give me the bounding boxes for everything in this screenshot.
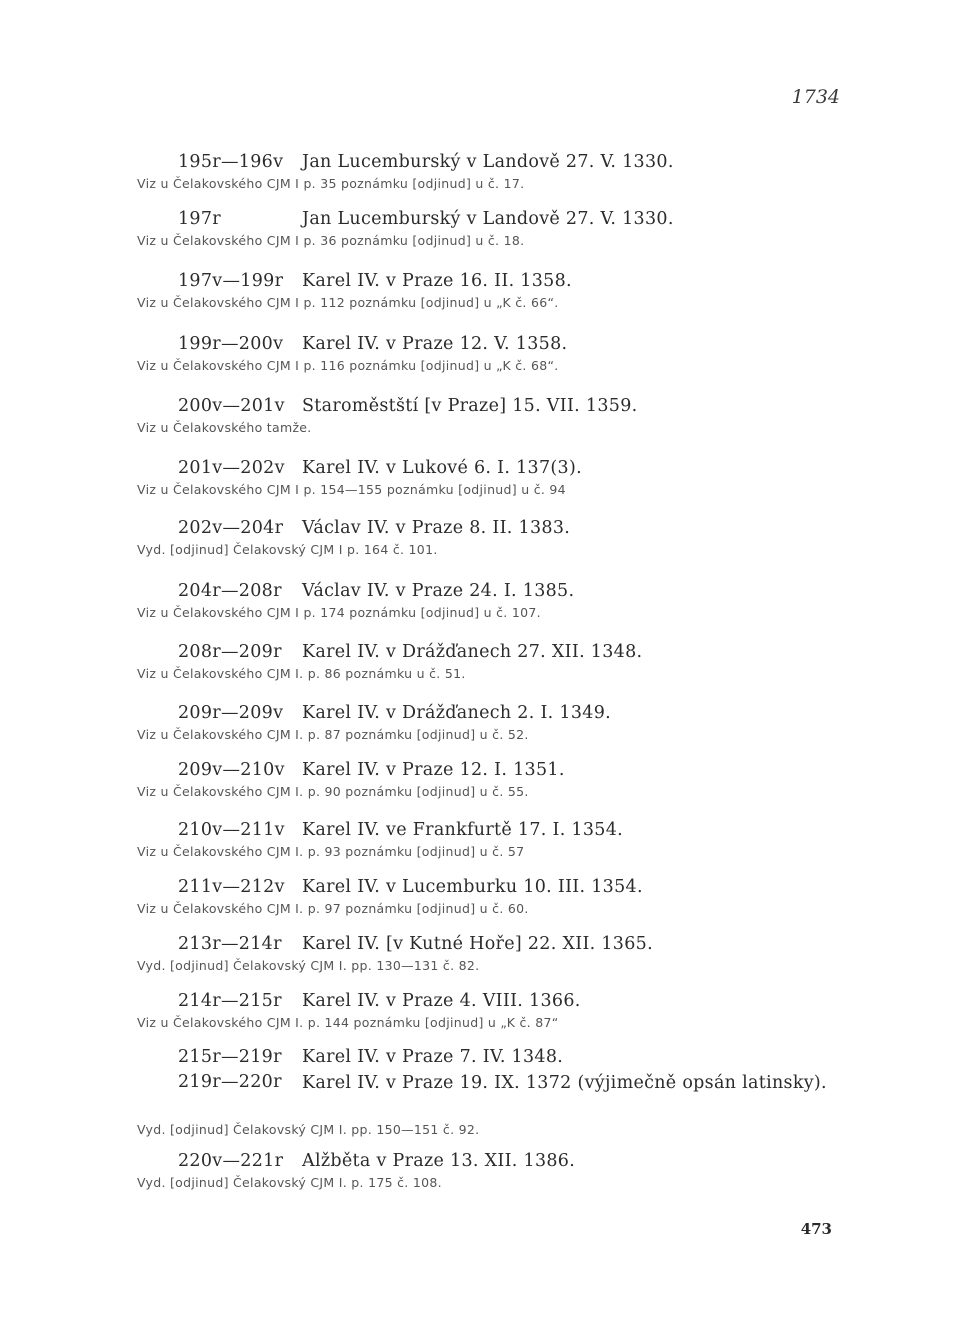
entry-note: Viz u Čelakovského CJM I p. 112 poznámku [odjinud] u „K č. 66“. — [137, 295, 559, 310]
entry-title — [178, 1072, 842, 1095]
entry-description: Alžběta v Praze 13. XII. 1386. — [302, 1151, 576, 1171]
folio-range: 208r—209r — [178, 642, 282, 662]
entry-description: Karel IV. v Lukové 6. I. 137(3). — [302, 458, 582, 478]
entry-note: Viz u Čelakovského CJM I. p. 93 poznámku [odjinud] u č. 57 — [137, 844, 525, 859]
entry-description: Karel IV. v Praze 12. I. 1351. — [302, 760, 565, 780]
folio-range: 195r—196v — [178, 152, 284, 172]
entry-description: Karel IV. v Praze 4. VIII. 1366. — [302, 991, 581, 1011]
entry-description: Karel IV. [v Kutné Hoře] 22. XII. 1365. — [302, 934, 653, 954]
folio-range: 201v—202v — [178, 458, 285, 478]
entry-title — [178, 396, 638, 416]
entry-note: Viz u Čelakovského CJM I p. 154—155 poznámku [odjinud] u č. 94 — [137, 482, 566, 497]
folio-range: 209v—210v — [178, 760, 285, 780]
entry-note: Vyd. [odjinud] Čelakovský CJM I. pp. 150—151 č. 92. — [137, 1122, 480, 1137]
entry-note: Viz u Čelakovského CJM I. p. 86 poznámku u č. 51. — [137, 666, 466, 681]
entry-note: Vyd. [odjinud] Čelakovský CJM I p. 164 č. 101. — [137, 542, 438, 557]
folio-range: 220v—221r — [178, 1151, 284, 1171]
entry-note: Viz u Čelakovského CJM I p. 36 poznámku [odjinud] u č. 18. — [137, 233, 525, 248]
entry-title — [178, 991, 581, 1011]
entry-description: Karel IV. v Drážďanech 2. I. 1349. — [302, 703, 611, 723]
entry-title — [178, 760, 565, 780]
page-number-bottom: 473 — [800, 1220, 832, 1238]
entry-description: Karel IV. ve Frankfurtě 17. I. 1354. — [302, 820, 624, 840]
folio-range: 204r—208r — [178, 581, 282, 601]
entry-description: Karel IV. v Praze 16. II. 1358. — [302, 271, 572, 291]
folio-range: 200v—201v — [178, 396, 285, 416]
entry-note: Viz u Čelakovského CJM I p. 174 poznámku [odjinud] u č. 107. — [137, 605, 541, 620]
page-number-top: 1734 — [791, 86, 840, 108]
folio-range: 213r—214r — [178, 934, 282, 954]
entry-note: Viz u Čelakovského CJM I p. 116 poznámku [odjinud] u „K č. 68“. — [137, 358, 559, 373]
entry-note: Vyd. [odjinud] Čelakovský CJM I. pp. 130—131 č. 82. — [137, 958, 480, 973]
folio-range: 211v—212v — [178, 877, 285, 897]
entry-title — [178, 1047, 563, 1067]
entry-description: Karel IV. v Lucemburku 10. III. 1354. — [302, 877, 643, 897]
entry-note: Viz u Čelakovského CJM I. p. 90 poznámku [odjinud] u č. 55. — [137, 784, 529, 799]
folio-range: 197v—199r — [178, 271, 284, 291]
entry-description: Václav IV. v Praze 24. I. 1385. — [302, 581, 575, 601]
folio-range: 199r—200v — [178, 334, 284, 354]
folio-range: 215r—219r — [178, 1047, 282, 1067]
entry-description: Karel IV. v Praze 12. V. 1358. — [302, 334, 568, 354]
entry-title — [178, 934, 653, 954]
entry-title — [178, 334, 567, 354]
entry-note: Viz u Čelakovského CJM I. p. 144 poznámku [odjinud] u „K č. 87“ — [137, 1015, 559, 1030]
folio-range: 219r—220r — [178, 1072, 282, 1092]
entry-title — [178, 152, 674, 172]
entry-note: Viz u Čelakovského CJM I p. 35 poznámku [odjinud] u č. 17. — [137, 176, 525, 191]
entry-description: Jan Lucemburský v Landově 27. V. 1330. — [302, 209, 674, 229]
entry-title — [178, 518, 570, 538]
entry-title — [178, 877, 643, 897]
entry-note: Vyd. [odjinud] Čelakovský CJM I. p. 175 č. 108. — [137, 1175, 442, 1190]
folio-range: 197r — [178, 209, 221, 229]
entry-title — [178, 271, 572, 291]
entry-title — [178, 703, 611, 723]
entry-note: Viz u Čelakovského CJM I. p. 97 poznámku [odjinud] u č. 60. — [137, 901, 529, 916]
entry-description: Karel IV. v Drážďanech 27. XII. 1348. — [302, 642, 643, 662]
entry-description: Václav IV. v Praze 8. II. 1383. — [302, 518, 571, 538]
entry-title — [178, 820, 623, 840]
folio-range: 214r—215r — [178, 991, 282, 1011]
entry-title — [178, 642, 642, 662]
entry-title — [178, 458, 582, 478]
entry-description: Jan Lucemburský v Landově 27. V. 1330. — [302, 152, 674, 172]
entry-description: Karel IV. v Praze 7. IV. 1348. — [302, 1047, 564, 1067]
entry-note: Viz u Čelakovského tamže. — [137, 420, 312, 435]
entry-description: Staroměstští [v Praze] 15. VII. 1359. — [302, 396, 638, 416]
entry-description: Karel IV. v Praze 19. IX. 1372 (výjimečně opsán latinsky). — [302, 1073, 827, 1093]
entry-title — [178, 581, 574, 601]
folio-range: 202v—204r — [178, 518, 284, 538]
entry-title — [178, 1151, 575, 1171]
folio-range: 210v—211v — [178, 820, 285, 840]
entry-title — [178, 209, 674, 229]
folio-range: 209r—209v — [178, 703, 284, 723]
entry-note: Viz u Čelakovského CJM I. p. 87 poznámku [odjinud] u č. 52. — [137, 727, 529, 742]
